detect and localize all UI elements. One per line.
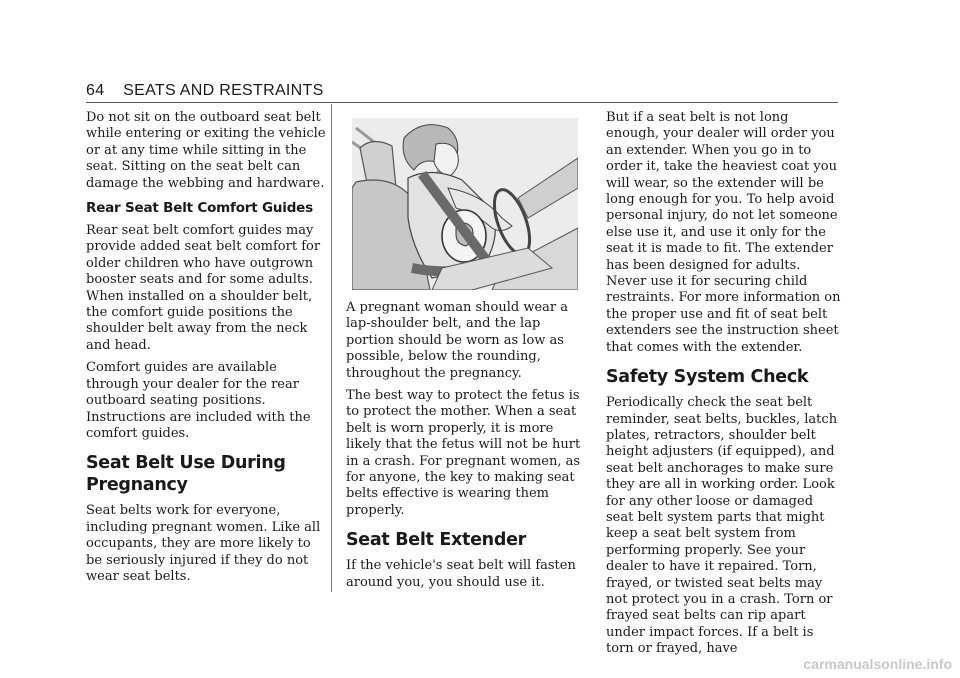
column-right [606,110,844,664]
paragraph-comfort-guides: Rear seat belt comfort guides may provide added seat belt comfort for older children who have outgrown booster seats and for some adults. When installed on a shoulder belt, the comfort guide positions the shoulder belt away from the neck and head. [86,223,321,353]
header-rule [86,102,838,103]
figure-caption: A pregnant woman should wear a lap-shoulder belt, and the lap portion should be worn as low as possible, below the rounding, throughout the pregnancy. [346,300,568,381]
column-left [86,110,326,591]
section-title: SEATS AND RESTRAINTS [123,82,324,99]
page-number: 64 [86,82,105,99]
page-header [86,82,838,100]
paragraph-extender-intro: If the vehicle's seat belt will fasten around you, you should use it. [346,558,576,590]
pregnant-woman-seatbelt-illustration [352,118,578,290]
watermark-text: carmanualsonline.info [803,656,952,672]
paragraph-pregnancy: Seat belts work for everyone, including pregnant women. Like all occupants, they are more likely to be seriously injured if they do not wear seat belts. [86,503,321,584]
heading-pregnancy: Seat Belt Use During Pregnancy [86,453,286,496]
paragraph-extender-details: But if a seat belt is not long enough, your dealer will order you an extender. When you go in to order it, take the heaviest coat you will wear, so the extender will be long enough for you. To help avoid personal injury, do not let someone else use it, and use it only for the seat it is made to fit. The extender has been designed for adults. Never use it for securing child restraints. For more information on the proper use and fit of seat belt extenders see the instruction sheet that comes with the extender. [606,110,841,355]
heading-extender: Seat Belt Extender [346,530,526,551]
heading-comfort-guides: Rear Seat Belt Comfort Guides [86,200,313,217]
heading-safety-check: Safety System Check [606,367,809,388]
paragraph-comfort-availability: Comfort guides are available through your dealer for the rear outboard seating positions. Instructions are included with the comfort guides. [86,360,311,441]
seatbelt-illustration-svg [352,118,578,290]
paragraph-outboard-belt: Do not sit on the outboard seat belt while entering or exiting the vehicle or at any time while sitting in the seat. Sitting on the seat belt can damage the webbing and hardware. [86,110,326,191]
paragraph-protect-fetus: The best way to protect the fetus is to protect the mother. When a seat belt is worn properly, it is more likely that the fetus will not be hurt in a crash. For pregnant women, as for anyone, the key to making seat belts effective is wearing them properly. [346,388,581,518]
column-divider [331,104,332,592]
column-middle [346,118,586,597]
paragraph-safety-check: Periodically check the seat belt reminder, seat belts, buckles, latch plates, retractors, shoulder belt height adjusters (if equipped), and seat belt anchorages to make sure they are all in working order. Look for any other loose or damaged seat belt system parts that might keep a seat belt system from performing properly. See your dealer to have it repaired. Torn, frayed, or twisted seat belts may not protect you in a crash. Torn or frayed seat belts can rip apart under impact forces. If a belt is torn or frayed, have [606,395,838,657]
